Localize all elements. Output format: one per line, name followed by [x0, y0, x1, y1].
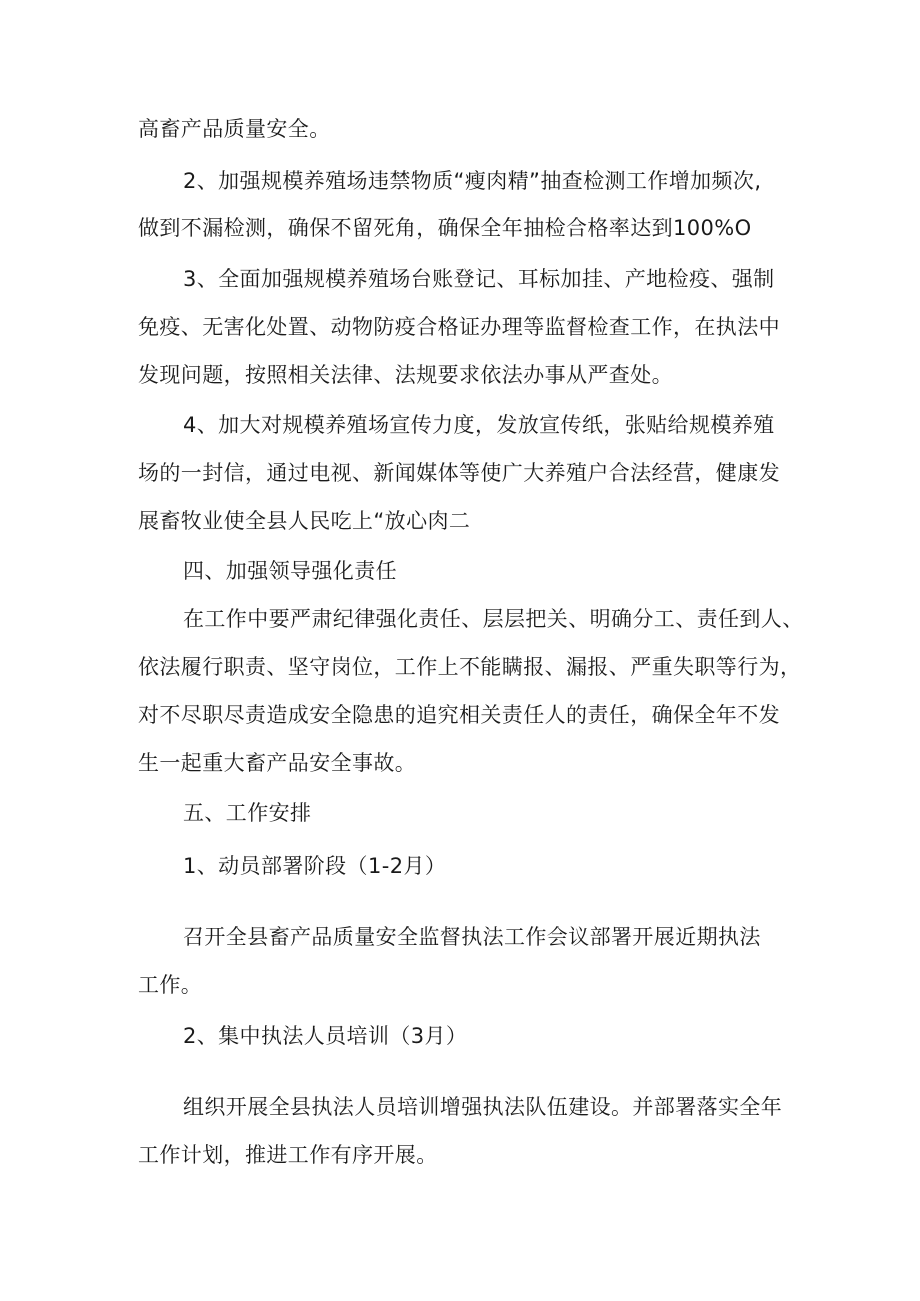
subsection-heading: 2、集中执法人员培训（3月） — [183, 1024, 468, 1048]
paragraph-line: 召开全县畜产品质量安全监督执法工作会议部署开展近期执法 — [183, 925, 761, 949]
paragraph-line: 工作计划，推进工作有序开展。 — [138, 1143, 438, 1167]
section-heading: 四、加强领导强化责任 — [183, 559, 397, 583]
paragraph-line: 在工作中要严肃纪律强化责任、层层把关、明确分工、责任到人、 — [183, 607, 804, 631]
paragraph-line: 展畜牧业使全县人民吃上“放心肉二 — [138, 509, 471, 533]
paragraph-line: 依法履行职责、坚守岗位，工作上不能瞒报、漏报、严重失职等行为， — [138, 655, 802, 679]
section-heading: 五、工作安排 — [183, 801, 312, 825]
paragraph-line: 高畜产品质量安全。 — [138, 117, 331, 141]
paragraph-line: 工作。 — [138, 973, 203, 997]
paragraph-line: 做到不漏检测，确保不留死角，确保全年抽检合格率达到100%O — [138, 216, 752, 240]
paragraph-line: 4、加大对规模养殖场宣传力度，发放宣传纸，张贴给规模养殖 — [183, 413, 775, 437]
subsection-heading: 1、动员部署阶段（1-2月） — [183, 854, 447, 878]
paragraph-line: 免疫、无害化处置、动物防疫合格证办理等监督检查工作，在执法中 — [138, 315, 780, 339]
paragraph-line: 组织开展全县执法人员培训增强执法队伍建设。并部署落实全年 — [183, 1095, 783, 1119]
paragraph-line: 生一起重大畜产品安全事故。 — [138, 751, 417, 775]
paragraph-line: 发现问题，按照相关法律、法规要求依法办事从严查处。 — [138, 363, 673, 387]
paragraph-line: 场的一封信，通过电视、新闻媒体等使广大养殖户合法经营，健康发 — [138, 461, 780, 485]
paragraph-line: 对不尽职尽责造成安全隐患的追究相关责任人的责任，确保全年不发 — [138, 703, 780, 727]
paragraph-line: 3、全面加强规模养殖场台账登记、耳标加挂、产地检疫、强制 — [183, 267, 775, 291]
paragraph-line: 2、加强规模养殖场违禁物质“瘦肉精”抽查检测工作增加频次, — [183, 169, 762, 193]
